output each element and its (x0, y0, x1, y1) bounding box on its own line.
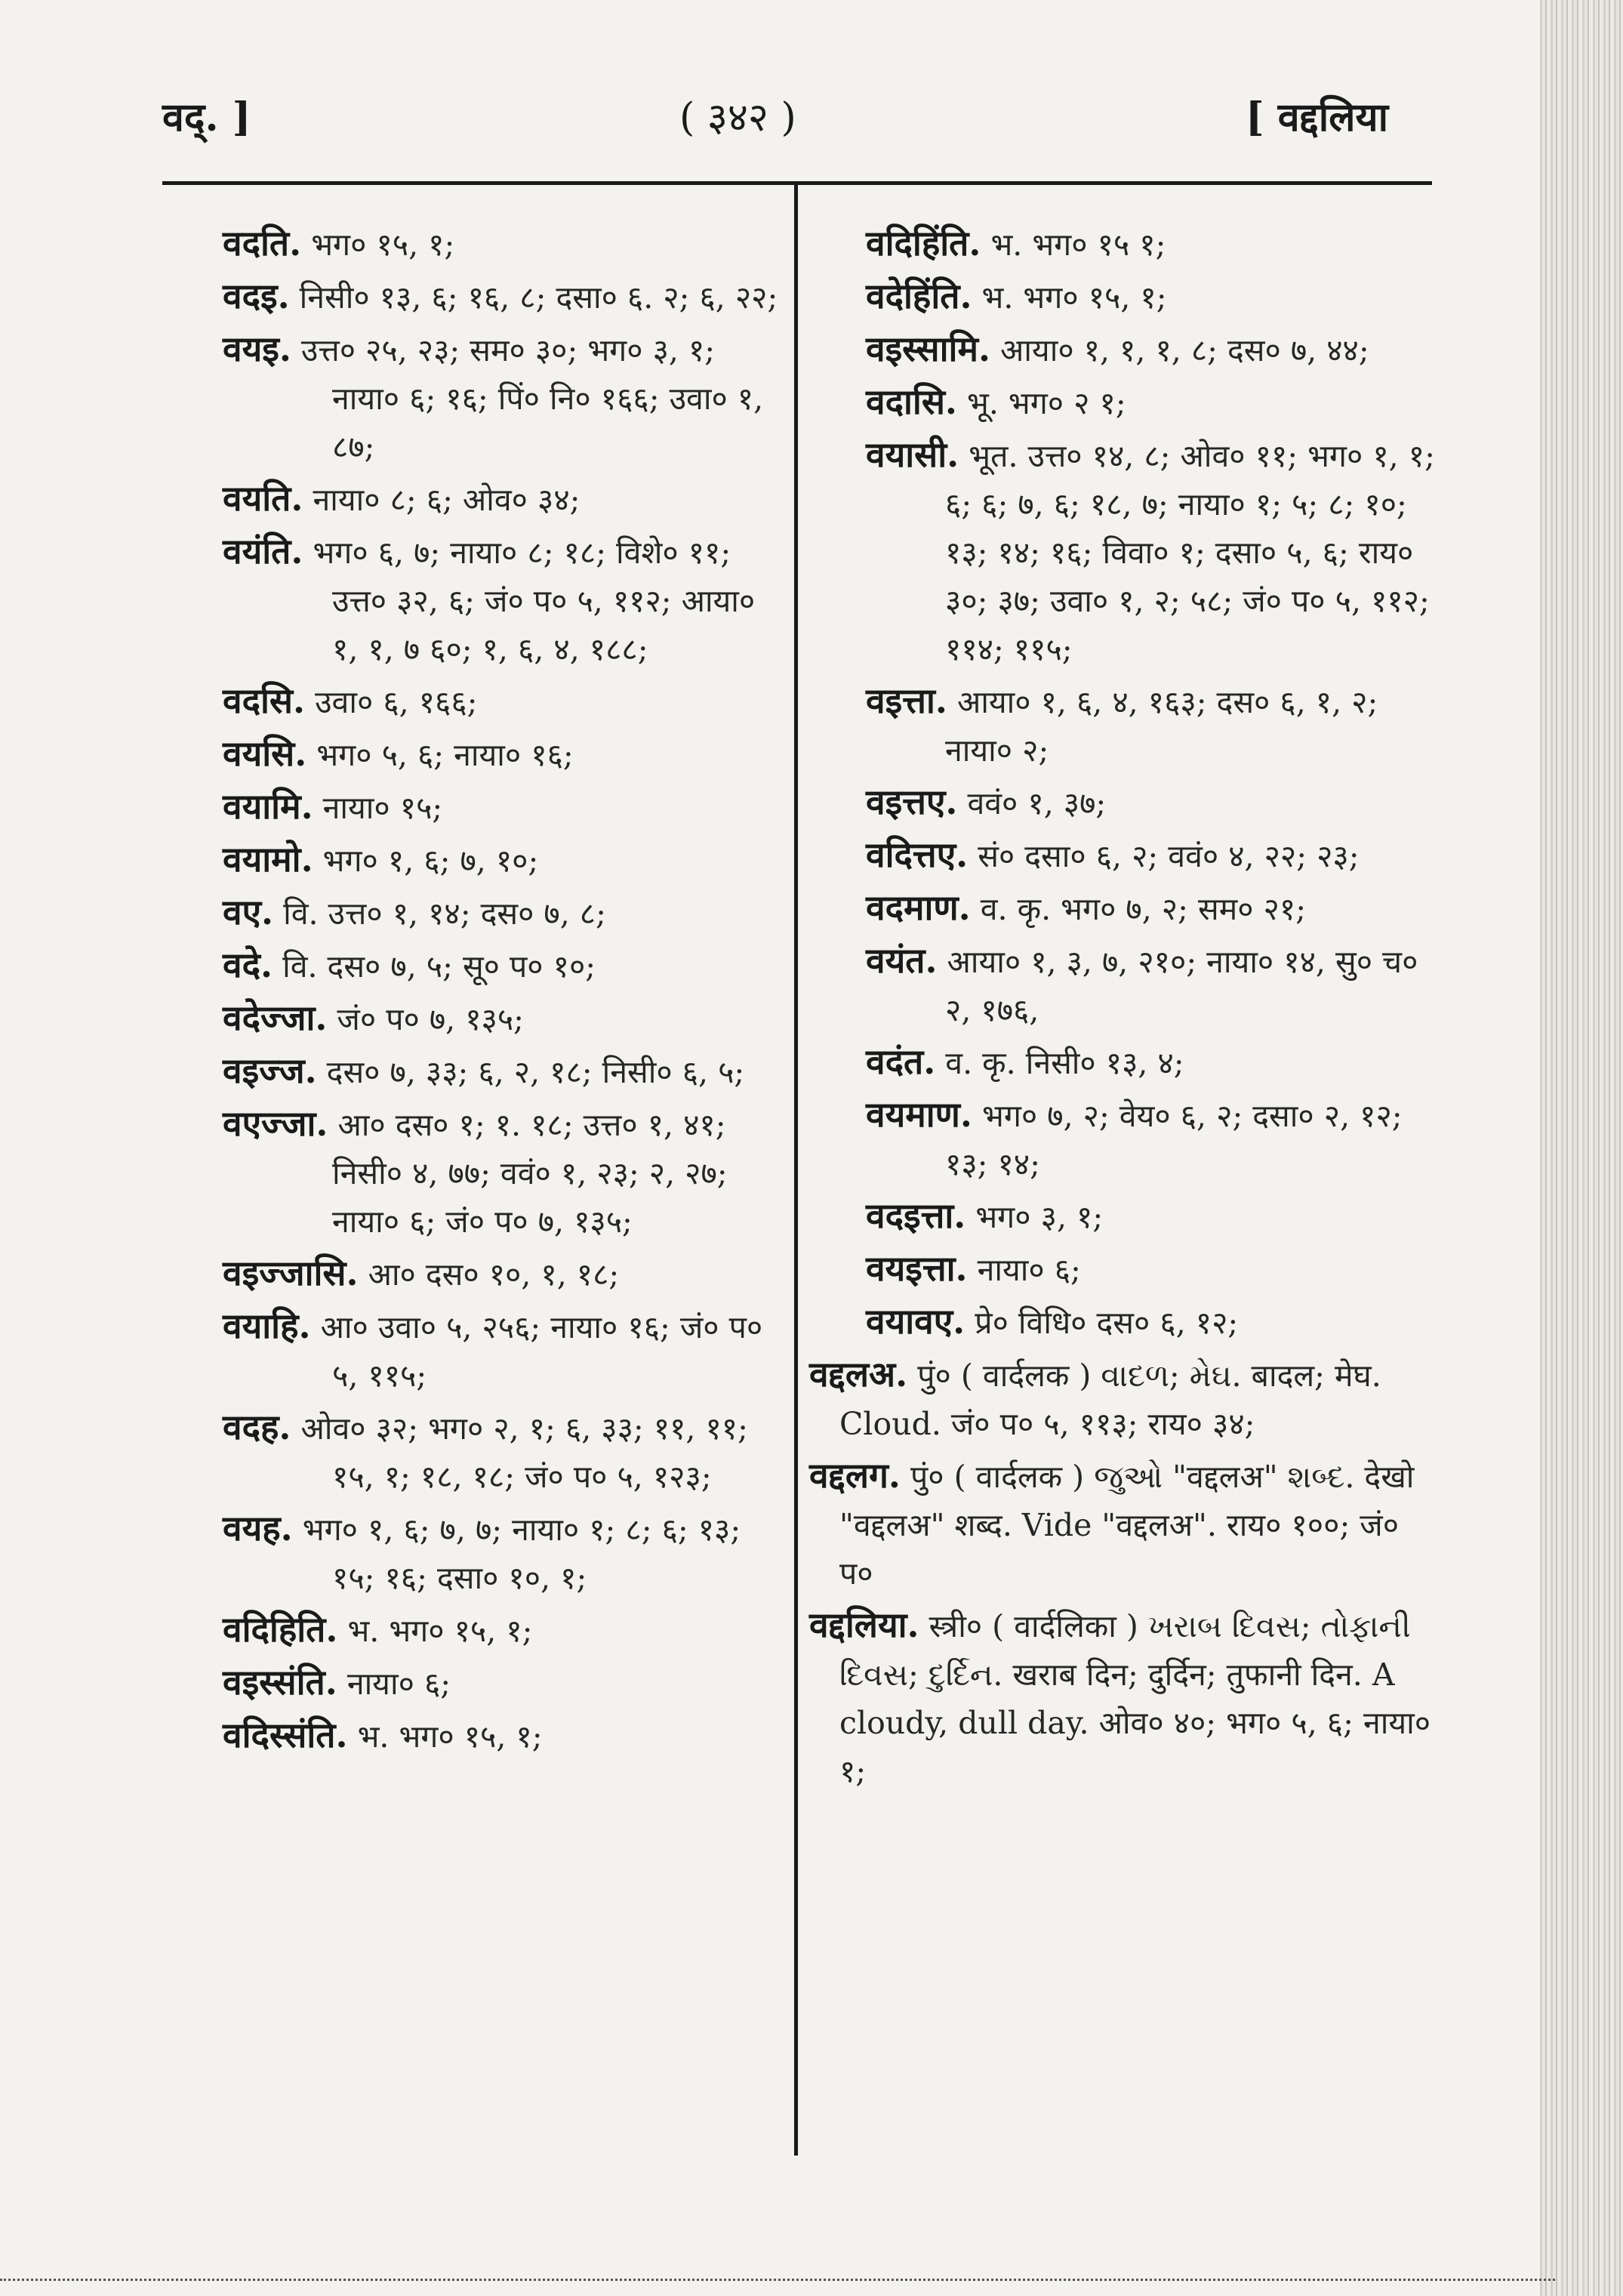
dictionary-entry (809, 1297, 1436, 1347)
dictionary-entry (162, 1504, 781, 1602)
entry-text: नाया० ६; (977, 1252, 1081, 1288)
dictionary-entry (162, 1302, 781, 1400)
entry-headword: वदइ. (223, 276, 290, 316)
dictionary-entry (162, 527, 781, 673)
entry-headword: वयामि. (223, 786, 313, 827)
dictionary-entry (809, 1191, 1436, 1241)
entry-text: भ. भग० १५, १; (357, 1718, 543, 1755)
entry-headword: वदइत्ता. (866, 1195, 966, 1236)
left-column (162, 219, 781, 1764)
dictionary-entry (809, 378, 1436, 427)
entry-headword: वदेहिंति. (866, 276, 972, 316)
entry-text: आ० दस० १०, १, १८; (368, 1256, 620, 1293)
entry-headword: वद्दलिया. (809, 1604, 919, 1645)
entry-headword: वदासि. (866, 381, 957, 422)
entry-text: निसी० १३, ६; १६, ८; दसा० ६. २; ६, २२; (299, 279, 778, 316)
entry-text: पुं० ( वार्दलक ) વાદળ; મેઘ. बादल; मेघ. Cloud. जं० प० ५, ११३; राय० ३४; (839, 1358, 1381, 1442)
entry-text: जं० प० ७, १३५; (337, 1001, 524, 1037)
entry-text: भ. भग० १५, १; (981, 279, 1167, 316)
entry-text: दस० ७, ३३; ६, २, १८; निसी० ६, ५; (326, 1054, 745, 1090)
dictionary-entry (162, 474, 781, 524)
entry-text: भग० १, ६; ७, १०; (322, 843, 539, 879)
entry-headword: वएज्जा. (223, 1103, 328, 1144)
dictionary-entry (162, 325, 781, 471)
dictionary-entry (162, 1249, 781, 1299)
dictionary-entry (809, 778, 1436, 827)
entry-headword: वदमाण. (866, 887, 971, 928)
entry-text: भग० ६, ७; नाया० ८; १८; विशे० ११; उत्त० ३२, ६; जं० प० ५, ११२; आया० १, १, ७ ६०; १, ६, ४, १८८; (313, 535, 756, 667)
entry-text: आया० १, १, १, ८; दस० ७, ४४; (1000, 332, 1369, 368)
entry-headword: वइज्जासि. (223, 1253, 359, 1293)
entry-headword: वइस्संति. (223, 1662, 337, 1703)
entry-text: स्त्री० ( वार्दलिका ) ખરાબ દિવસ; તોફાની દિવસ; દુર્દિન. खराब दिन; दुर्दिन; तुफानी दिन. A cloudy, dull day. ओव० ४०; भग० ५, ६; नाया० १; (839, 1608, 1431, 1789)
dictionary-entry (809, 1090, 1436, 1188)
dictionary-entry (162, 1099, 781, 1246)
entry-text: व. कृ. निसी० १३, ४; (945, 1045, 1184, 1081)
column-divider (794, 185, 798, 2156)
entry-headword: वयमाण. (866, 1094, 972, 1135)
entry-headword: वदिहिति. (223, 1609, 338, 1650)
entry-text: भ. भग० १५, १; (347, 1613, 533, 1649)
header-right-keyword: [ वद्दलिया (1246, 94, 1389, 140)
entry-headword: वइत्तए. (866, 781, 958, 822)
entry-text: आ० दस० १; १. १८; उत्त० १, ४१; निसी० ४, ७७; ववं० १, २३; २, २७; नाया० ६; जं० प० ७, १३५; (332, 1107, 728, 1240)
entry-headword: वदिस्संति. (223, 1715, 348, 1755)
entry-text: पुं० ( वार्दलक ) જુઓ "वद्दलअ" શબ્દ. देखो "वद्दलअ" शब्द. Vide "वद्दलअ". राय० १००; जं० प० (839, 1459, 1415, 1592)
entry-headword: वदंत. (866, 1041, 936, 1082)
dictionary-entry (809, 219, 1436, 269)
entry-headword: वयह. (223, 1508, 293, 1549)
dictionary-entry (809, 430, 1436, 673)
entry-text: भू. भग० २ १; (967, 385, 1126, 421)
entry-text: नाया० ८; ६; ओव० ३४; (313, 482, 581, 518)
dictionary-entry (162, 835, 781, 885)
entry-text: उवा० ६, १६६; (315, 684, 478, 720)
scan-binding-edge (1540, 0, 1623, 2296)
page-header (0, 89, 1540, 149)
entry-text: भ. भग० १५ १; (990, 227, 1166, 263)
dictionary-entry (809, 883, 1436, 933)
dictionary-entry (162, 1658, 781, 1708)
entry-headword: वयइ. (223, 328, 291, 369)
dictionary-entry (162, 219, 781, 269)
dictionary-entry (162, 1605, 781, 1655)
entry-headword: वदसि. (223, 680, 306, 721)
dictionary-entry (809, 676, 1436, 775)
entry-text: वि. उत्त० १, १४; दस० ७, ८; (283, 895, 606, 932)
entry-text: भग० १५, १; (311, 227, 455, 263)
dictionary-entry (162, 994, 781, 1043)
dictionary-entry (162, 272, 781, 322)
entry-headword: वइत्ता. (866, 680, 947, 721)
dictionary-entry (162, 1046, 781, 1096)
page-number: ( ३४२ ) (679, 95, 796, 140)
entry-text: भग० ३, १; (975, 1199, 1104, 1235)
dictionary-entry (162, 1711, 781, 1761)
entry-text: आया० १, ३, ७, २१०; नाया० १४, सु० च० २, १७६, (945, 944, 1418, 1028)
header-left-keyword: वद्. ] (162, 94, 251, 140)
entry-text: नाया० १५; (322, 790, 443, 826)
entry-headword: वइस्सामि. (866, 328, 990, 369)
dictionary-entry (809, 831, 1436, 880)
entry-headword: वए. (223, 892, 274, 932)
entry-text: वि. दस० ७, ५; सू० प० १०; (282, 948, 596, 985)
entry-headword: वयासी. (866, 434, 959, 475)
entry-headword: वदित्तए. (866, 834, 969, 875)
entry-headword: वदह. (223, 1407, 291, 1447)
entry-headword: वयंति. (223, 531, 303, 572)
dictionary-entry (809, 1244, 1436, 1294)
entry-headword: वद्दलअ. (809, 1354, 908, 1395)
entry-text: ववं० १, ३७; (967, 785, 1107, 821)
entry-text: प्रे० विधि० दस० ६, १२; (975, 1305, 1239, 1341)
dictionary-entry (162, 1403, 781, 1501)
entry-headword: वयामो. (223, 839, 313, 880)
dictionary-entry (809, 325, 1436, 374)
entry-headword: वयावए. (866, 1301, 965, 1342)
dictionary-entry (809, 1037, 1436, 1087)
dictionary-entry (809, 1601, 1436, 1795)
dictionary-entry (809, 1451, 1436, 1598)
entry-text: आया० १, ६, ४, १६३; दस० ६, १, २; नाया० २; (945, 684, 1378, 769)
entry-headword: वद्दलग. (809, 1455, 901, 1496)
entry-text: ओव० ३२; भग० २, १; ६, ३३; ११, ११; १५, १; १८, १८; जं० प० ५, १२३; (300, 1410, 748, 1495)
entry-headword: वदेज्जा. (223, 997, 328, 1038)
entry-headword: वदिहिंति. (866, 223, 981, 264)
entry-headword: वयसि. (223, 733, 307, 774)
entry-text: भग० १, ६; ७, ७; नाया० १; ८; ६; १३; १५; १६; दसा० १०, १; (302, 1512, 741, 1596)
dictionary-entry (809, 936, 1436, 1034)
dictionary-entry (162, 782, 781, 832)
dictionary-entry (162, 941, 781, 991)
entry-text: नाया० ६; (346, 1666, 451, 1702)
dictionary-entry (809, 272, 1436, 322)
entry-headword: वयति. (223, 478, 303, 519)
entry-text: उत्त० २५, २३; सम० ३०; भग० ३, १; नाया० ६; १६; पिं० नि० १६६; उवा० १, ८७; (300, 332, 764, 465)
entry-headword: वदति. (223, 223, 302, 264)
entry-headword: वइज्ज. (223, 1050, 317, 1091)
entry-headword: वयंत. (866, 940, 938, 981)
entry-text: सं० दसा० ६, २; ववं० ४, २२; २३; (978, 838, 1360, 874)
dictionary-entry (162, 676, 781, 726)
right-column (809, 219, 1436, 1798)
entry-text: भग० ७, २; वेय० ६, २; दसा० २, १२; १३; १४; (945, 1098, 1403, 1182)
bottom-rule (0, 2279, 1555, 2281)
entry-text: आ० उवा० ५, २५६; नाया० १६; जं० प० ५, ११५; (320, 1309, 763, 1394)
entry-text: भूत. उत्त० १४, ८; ओव० ११; भग० १, १; ६; ६; ७, ६; १८, ७; नाया० १; ५; ८; १०; १३; १४; १६; विवा० १; दसा० ५, ६; राय० ३०; ३७; उवा० १, २; ५८; जं० प० ५, ११२; ११४; ११५; (945, 438, 1435, 667)
entry-text: भग० ५, ६; नाया० १६; (316, 737, 574, 773)
dictionary-entry (162, 729, 781, 779)
entry-headword: वदे. (223, 945, 273, 985)
entry-text: व. कृ. भग० ७, २; सम० २१; (980, 891, 1307, 927)
dictionary-entry (162, 888, 781, 938)
entry-headword: वयइत्ता. (866, 1248, 968, 1289)
dictionary-entry (809, 1350, 1436, 1448)
entry-headword: वयाहि. (223, 1305, 311, 1346)
